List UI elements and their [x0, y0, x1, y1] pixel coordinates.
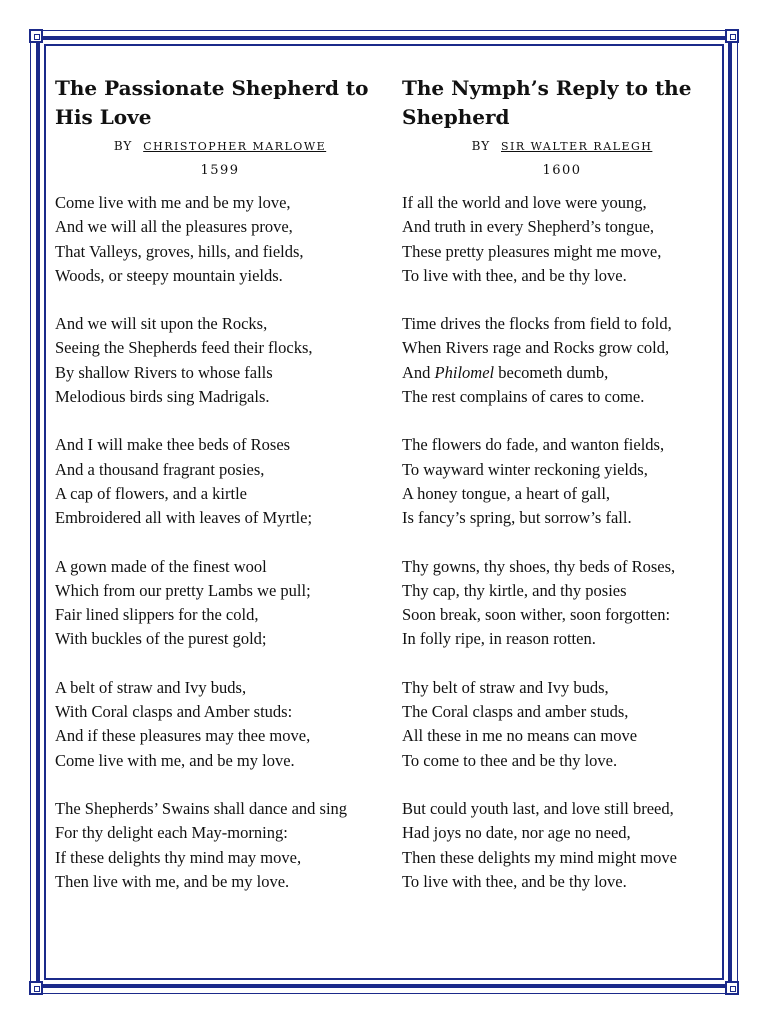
poem-line: Fair lined slippers for the cold, — [55, 605, 259, 625]
poem-year: 1599 — [200, 163, 240, 178]
byline-prefix: BY — [471, 139, 491, 153]
poem-line: Embroidered all with leaves of Myrtle; — [55, 508, 313, 528]
poem-line: Then these delights my mind might move — [402, 847, 677, 867]
corner-ornament-bottom-left — [29, 981, 43, 995]
poem-line: Thy gowns, thy shoes, thy beds of Roses, — [402, 556, 676, 576]
stanza — [402, 433, 722, 530]
poem-line: The Shepherds’ Swains shall dance and sing — [55, 798, 348, 818]
stanza — [55, 676, 385, 773]
byline-prefix: BY — [113, 139, 133, 153]
poem-line: And truth in every Shepherd’s tongue, — [402, 217, 655, 237]
italic-word: Philomel — [434, 362, 495, 382]
poem-line: If these delights thy mind may move, — [55, 847, 302, 867]
poem-line: To live with thee, and be thy love. — [402, 871, 627, 891]
poem-line: Come live with me, and be my love. — [55, 750, 295, 770]
poem-line: To come to thee and be thy love. — [402, 750, 618, 770]
poem-line: Woods, or steepy mountain yields. — [55, 265, 283, 285]
byline — [55, 139, 385, 157]
poem-line: A honey tongue, a heart of gall, — [402, 483, 611, 503]
poem-line: The Coral clasps and amber studs, — [402, 702, 629, 722]
poem-line: But could youth last, and love still breed, — [402, 798, 674, 818]
poem-line: These pretty pleasures might me move, — [402, 241, 662, 261]
poem-line: When Rivers rage and Rocks grow cold, — [402, 338, 670, 358]
stanza — [402, 797, 722, 894]
poem-line: For thy delight each May-morning: — [55, 823, 288, 843]
corner-ornament-top-right — [725, 29, 739, 43]
poem-line: By shallow Rivers to whose falls — [55, 362, 273, 382]
poem-line: That Valleys, groves, hills, and fields, — [55, 241, 304, 261]
poem-line: Seeing the Shepherds feed their flocks, — [55, 338, 313, 358]
stanza — [402, 676, 722, 773]
poem-line: Which from our pretty Lambs we pull; — [55, 580, 311, 600]
poem-line: Soon break, soon wither, soon forgotten: — [402, 605, 671, 625]
poem-year: 1600 — [542, 163, 582, 178]
stanza — [402, 191, 722, 288]
poem-body — [402, 191, 722, 894]
poem-line: If all the world and love were young, — [402, 193, 647, 212]
poem-line: The flowers do fade, and wanton fields, — [402, 435, 665, 455]
poem-line: With Coral clasps and Amber studs: — [55, 702, 293, 722]
stanza — [402, 555, 722, 652]
poem-column-marlowe — [55, 74, 385, 918]
poem-line: Had joys no date, nor age no need, — [402, 823, 631, 843]
stanza — [55, 555, 385, 652]
stanza — [402, 312, 722, 409]
poem-line: And Philomel becometh dumb, — [402, 362, 609, 382]
poem-line: To wayward winter reckoning yields, — [402, 459, 648, 479]
poem-line: In folly ripe, in reason rotten. — [402, 629, 596, 649]
poem-line: And we will all the pleasures prove, — [55, 217, 293, 237]
poem-line: Thy cap, thy kirtle, and thy posies — [402, 580, 627, 600]
poem-line: Then live with me, and be my love. — [55, 871, 290, 891]
poem-body — [55, 191, 385, 894]
author-link[interactable]: CHRISTOPHER MARLOWE — [143, 140, 327, 153]
poem-line: And we will sit upon the Rocks, — [55, 314, 268, 334]
poem-line: All these in me no means can move — [402, 726, 638, 746]
poem-column-ralegh — [402, 74, 722, 918]
poem-line: And I will make thee beds of Roses — [55, 435, 291, 455]
stanza — [55, 433, 385, 530]
poem-line: A cap of flowers, and a kirtle — [55, 483, 247, 503]
poem-line: And a thousand fragrant posies, — [55, 459, 265, 479]
byline — [402, 139, 722, 157]
poem-title: The Passionate Shepherd to His Love — [55, 76, 369, 129]
poem-line: To live with thee, and be thy love. — [402, 265, 627, 285]
poem-line: A gown made of the finest wool — [55, 556, 267, 576]
poem-line: Thy belt of straw and Ivy buds, — [402, 677, 609, 697]
stanza — [55, 312, 385, 409]
corner-ornament-bottom-right — [725, 981, 739, 995]
poem-line: The rest complains of cares to come. — [402, 387, 645, 407]
poem-line: Is fancy’s spring, but sorrow’s fall. — [402, 508, 632, 528]
stanza — [55, 191, 385, 288]
poem-line: Melodious birds sing Madrigals. — [55, 387, 270, 407]
poem-line: Time drives the flocks from field to fold, — [402, 314, 672, 334]
corner-ornament-top-left — [29, 29, 43, 43]
author-link[interactable]: SIR WALTER RALEGH — [501, 140, 653, 153]
poem-line: And if these pleasures may thee move, — [55, 726, 311, 746]
stanza — [55, 797, 385, 894]
poem-title: The Nymph’s Reply to the Shepherd — [402, 76, 692, 129]
poem-line: With buckles of the purest gold; — [55, 629, 267, 649]
poem-line: Come live with me and be my love, — [55, 193, 291, 212]
poem-line: A belt of straw and Ivy buds, — [55, 677, 247, 697]
